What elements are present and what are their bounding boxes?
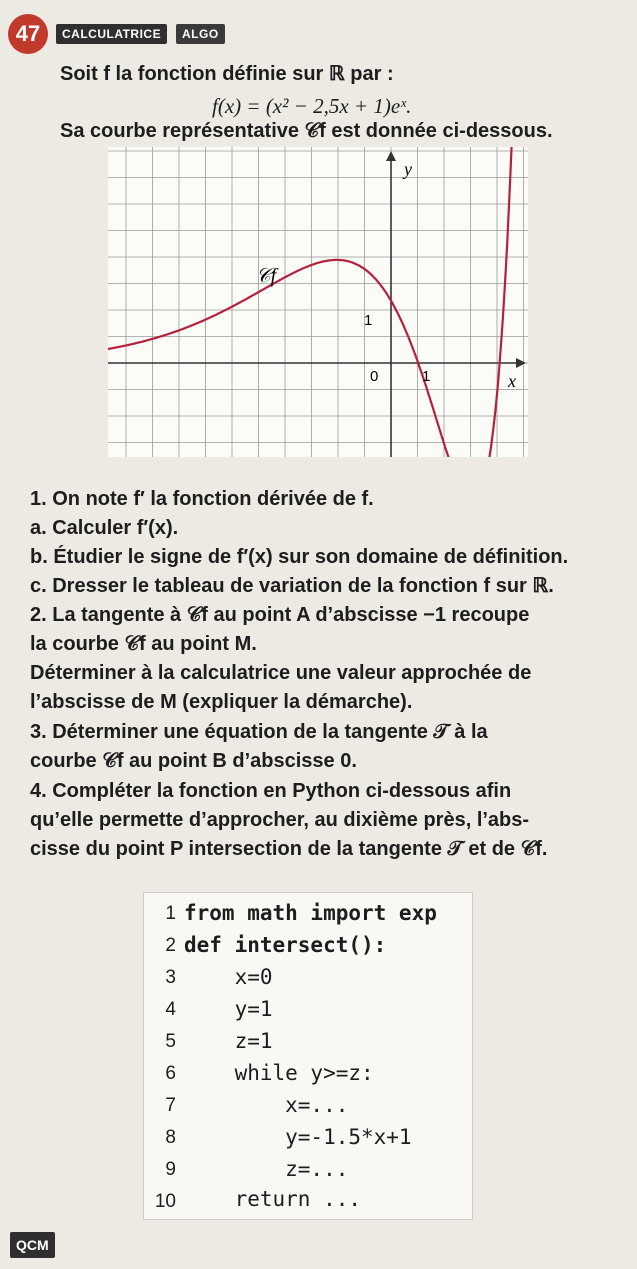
question-1c: c. Dresser le tableau de variation de la fonction f sur ℝ. [30,575,554,597]
algo-tag: ALGO [176,24,225,44]
question-2-line-2: la courbe 𝒞f au point M. [30,633,257,655]
line-number: 10 [154,1191,176,1212]
line-number: 6 [165,1063,176,1084]
curve-cf [108,147,512,457]
origin-label: 0 [370,368,379,385]
x-axis-arrow [516,358,526,368]
code-line: x=... [184,1093,349,1117]
code-line: while y>=z: [184,1061,374,1085]
line-number: 4 [165,999,176,1020]
x-axis-label: x [508,371,516,391]
question-3-line-2: courbe 𝒞f au point B d’abscisse 0. [30,750,357,772]
exercise-number-badge: 47 [8,14,48,54]
y-axis-arrow [386,151,396,161]
curve-label: 𝒞f [256,265,277,287]
question-2-line-1: 2. La tangente à 𝒞f au point A d’abscisse −1 recoupe [30,604,530,626]
y-tick-one: 1 [364,312,373,329]
code-line: return ... [184,1187,362,1211]
question-2-line-4: l’abscisse de M (expliquer la démarche). [30,691,413,713]
code-line: z=... [184,1157,349,1181]
question-1b: b. Étudier le signe de f′(x) sur son domaine de définition. [30,546,569,568]
code-line: z=1 [184,1029,273,1053]
line-number: 2 [165,935,176,956]
line-number: 3 [165,967,176,988]
code-line: x=0 [184,965,273,989]
question-4-line-2: qu’elle permette d’approcher, au dixième près, l’abs- [30,809,530,831]
question-2-line-3: Déterminer à la calculatrice une valeur approchée de [30,662,532,684]
code-line: y=-1.5*x+1 [184,1125,412,1149]
x-tick-one: 1 [422,368,431,385]
line-number: 1 [165,903,176,924]
code-line: from math import exp [184,901,437,925]
question-4-line-3: cisse du point P intersection de la tangente 𝒯 et de 𝒞f. [30,838,548,860]
line-number: 9 [165,1159,176,1180]
line-number: 5 [165,1031,176,1052]
code-line: y=1 [184,997,273,1021]
line-number: 7 [165,1095,176,1116]
question-1: 1. On note f′ la fonction dérivée de f. [30,488,374,510]
curve-description: Sa courbe représentative 𝒞f est donnée ci-dessous. [60,120,553,142]
code-line: def intersect(): [184,933,387,957]
question-3-line-1: 3. Déterminer une équation de la tangente 𝒯 à la [30,721,488,743]
function-formula: f(x) = (x² − 2,5x + 1)eˣ. [212,94,412,118]
question-4-line-1: 4. Compléter la fonction en Python ci-dessous afin [30,780,512,802]
calculator-tag: CALCULATRICE [56,24,167,44]
intro-line: Soit f la fonction définie sur ℝ par : [60,63,394,85]
y-axis-label: y [404,159,412,179]
python-code-block [143,892,473,1220]
question-1a: a. Calculer f′(x). [30,517,179,539]
line-number: 8 [165,1127,176,1148]
function-graph [108,147,528,457]
qcm-tag: QCM [10,1232,55,1258]
graph-grid [108,147,528,457]
graph-svg [108,147,528,457]
